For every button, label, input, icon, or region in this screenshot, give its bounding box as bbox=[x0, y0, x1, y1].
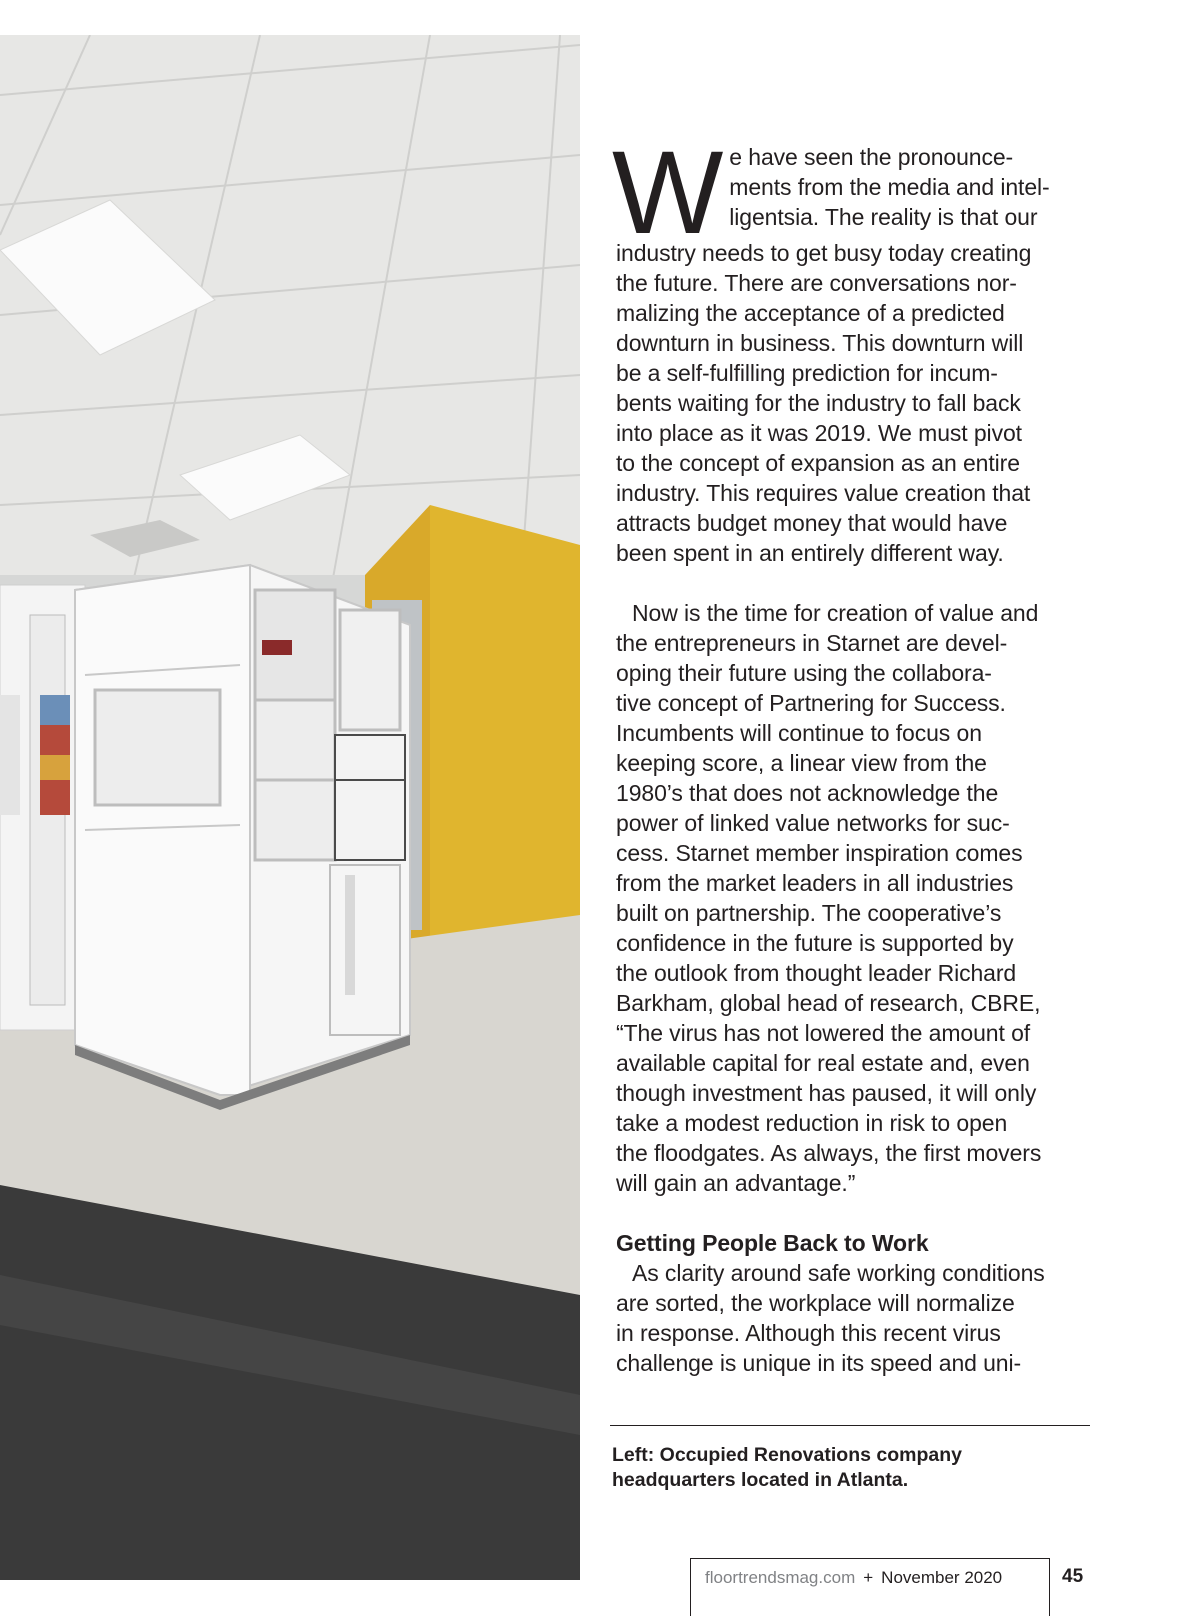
text-line: built on partnership. The cooperative’s bbox=[616, 900, 1002, 926]
drop-cap: W bbox=[612, 127, 724, 259]
footer-folio bbox=[705, 1568, 1002, 1588]
caption-line: headquarters located in Atlanta. bbox=[612, 1469, 909, 1491]
text-line: into place as it was 2019. We must pivot bbox=[616, 420, 1022, 446]
page-number: 45 bbox=[1062, 1566, 1084, 1587]
text-line: keeping score, a linear view from the bbox=[616, 750, 987, 776]
text-line: industry needs to get busy today creating bbox=[616, 240, 1032, 266]
text-line: power of linked value networks for suc- bbox=[616, 810, 1010, 836]
text-line: Barkham, global head of research, CBRE, bbox=[616, 990, 1041, 1016]
text-line: available capital for real estate and, even bbox=[616, 1050, 1030, 1076]
text-line: downturn in business. This downturn will bbox=[616, 330, 1024, 356]
text-line: the outlook from thought leader Richard bbox=[616, 960, 1017, 986]
text-line: the future. There are conversations nor- bbox=[616, 270, 1017, 296]
text-line: 1980’s that does not acknowledge the bbox=[616, 780, 999, 806]
text-line: the entrepreneurs in Starnet are devel- bbox=[616, 630, 1008, 656]
text-line: to the concept of expansion as an entire bbox=[616, 450, 1020, 476]
text-line: been spent in an entirely different way. bbox=[616, 540, 1004, 566]
text-line: “The virus has not lowered the amount of bbox=[616, 1020, 1031, 1046]
caption-divider bbox=[610, 1425, 1090, 1426]
paragraph-spacer bbox=[616, 1198, 1092, 1228]
text-line: be a self-fulfilling prediction for incum- bbox=[616, 360, 998, 386]
text-line: confidence in the future is supported by bbox=[616, 930, 1014, 956]
text-line: malizing the acceptance of a predicted bbox=[616, 300, 1005, 326]
text-line: take a modest reduction in risk to open bbox=[616, 1110, 1008, 1136]
text-line: ligentsia. The reality is that our bbox=[729, 204, 1038, 230]
text-line: from the market leaders in all industries bbox=[616, 870, 1014, 896]
paragraph-spacer bbox=[616, 568, 1092, 598]
text-line: ments from the media and intel- bbox=[729, 174, 1050, 200]
paragraph-back-to-work bbox=[616, 1258, 1092, 1378]
footer-site-link[interactable]: floortrendsmag.com bbox=[705, 1568, 856, 1587]
office-photo bbox=[0, 35, 580, 1580]
text-line: Now is the time for creation of value and bbox=[632, 600, 1039, 626]
text-line: industry. This requires value creation that bbox=[616, 480, 1031, 506]
text-line: though investment has paused, it will only bbox=[616, 1080, 1037, 1106]
article-body bbox=[612, 127, 1092, 1378]
office-interior-illustration bbox=[0, 35, 580, 1580]
text-line: e have seen the pronounce- bbox=[729, 144, 1014, 170]
text-line: are sorted, the workplace will normalize bbox=[616, 1290, 1015, 1316]
text-line: Incumbents will continue to focus on bbox=[616, 720, 982, 746]
paragraph-value-creation bbox=[616, 598, 1092, 1198]
text-line: the floodgates. As always, the first movers bbox=[616, 1140, 1042, 1166]
photo-caption bbox=[612, 1443, 1082, 1493]
text-line: cess. Starnet member inspiration comes bbox=[616, 840, 1023, 866]
text-line: will gain an advantage.” bbox=[616, 1170, 856, 1196]
footer-issue: November 2020 bbox=[881, 1568, 1003, 1587]
text-line: bents waiting for the industry to fall back bbox=[616, 390, 1021, 416]
text-line: challenge is unique in its speed and uni- bbox=[616, 1350, 1022, 1376]
text-line: As clarity around safe working conditions bbox=[632, 1260, 1045, 1286]
footer-separator: + bbox=[863, 1568, 874, 1587]
text-line: attracts budget money that would have bbox=[616, 510, 1008, 536]
paragraph-intro bbox=[612, 127, 1092, 568]
text-line: oping their future using the collabora- bbox=[616, 660, 992, 686]
text-line: tive concept of Partnering for Success. bbox=[616, 690, 1006, 716]
section-heading: Getting People Back to Work bbox=[616, 1230, 929, 1256]
text-line: in response. Although this recent virus bbox=[616, 1320, 1001, 1346]
caption-line: Left: Occupied Renovations company bbox=[612, 1444, 962, 1466]
